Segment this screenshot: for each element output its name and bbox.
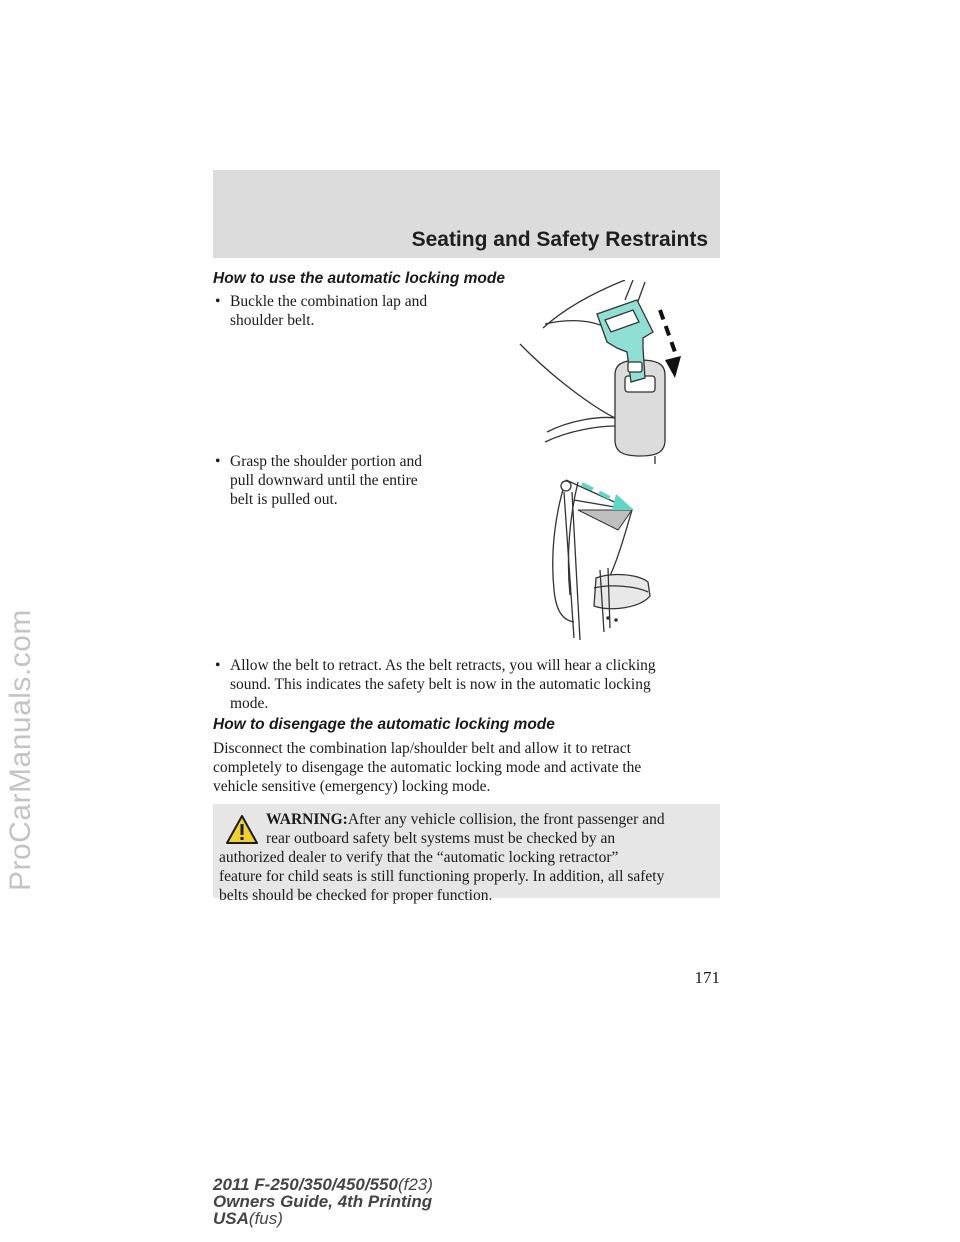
bullet-line: sound. This indicates the safety belt is now in the automatic locking [230,676,651,693]
heading-disengage-locking-mode: How to disengage the automatic locking mode [213,716,555,733]
paragraph-line: Disconnect the combination lap/shoulder belt and allow it to retract [213,740,631,757]
footer-guide: Owners Guide, 4th Printing [213,1192,433,1211]
warning-line: belts should be checked for proper function. [219,887,493,904]
warning-line: rear outboard safety belt systems must be checked by an [266,830,616,847]
disengage-paragraph [213,739,723,796]
paragraph-line: vehicle sensitive (emergency) locking mode. [213,778,491,795]
page-number: 171 [694,968,720,987]
section-title: Seating and Safety Restraints [411,228,708,251]
buckle-illustration [515,280,715,465]
footer-model: 2011 F-250/350/450/550 [213,1175,398,1194]
bullet-buckle [215,292,427,330]
watermark: ProCarManuals.com [4,609,37,891]
bullet-allow-retract [215,656,656,713]
bullet-line: mode. [230,695,269,712]
footer-region-code: (fus) [248,1209,283,1228]
bullet-dot: • [215,293,221,310]
bullet-dot: • [215,657,221,674]
warning-line: After any vehicle collision, the front passenger and [347,811,665,828]
footer-region: USA [213,1209,249,1228]
seat-belt-pull-illustration [548,470,668,645]
warning-line: authorized dealer to verify that the “automatic locking retractor” [219,849,619,866]
warning-line: feature for child seats is still functioning properly. In addition, all safety [219,868,665,885]
bullet-line: pull downward until the entire [230,472,418,489]
warning-label: WARNING: [266,811,348,828]
heading-use-locking-mode: How to use the automatic locking mode [213,270,505,287]
bullet-line: belt is pulled out. [230,491,338,508]
footer [213,1176,433,1227]
section-header-band [213,170,720,258]
bullet-line: shoulder belt. [230,312,315,329]
warning-box [213,804,720,904]
bullet-line: Buckle the combination lap and [230,293,428,310]
bullet-line: Grasp the shoulder portion and [230,453,422,470]
bullet-dot: • [215,453,221,470]
footer-model-code: (f23) [397,1175,433,1194]
paragraph-line: completely to disengage the automatic locking mode and activate the [213,759,642,776]
bullet-line: Allow the belt to retract. As the belt retracts, you will hear a clicking [230,657,656,674]
warning-text [219,810,715,905]
bullet-grasp [215,452,422,509]
